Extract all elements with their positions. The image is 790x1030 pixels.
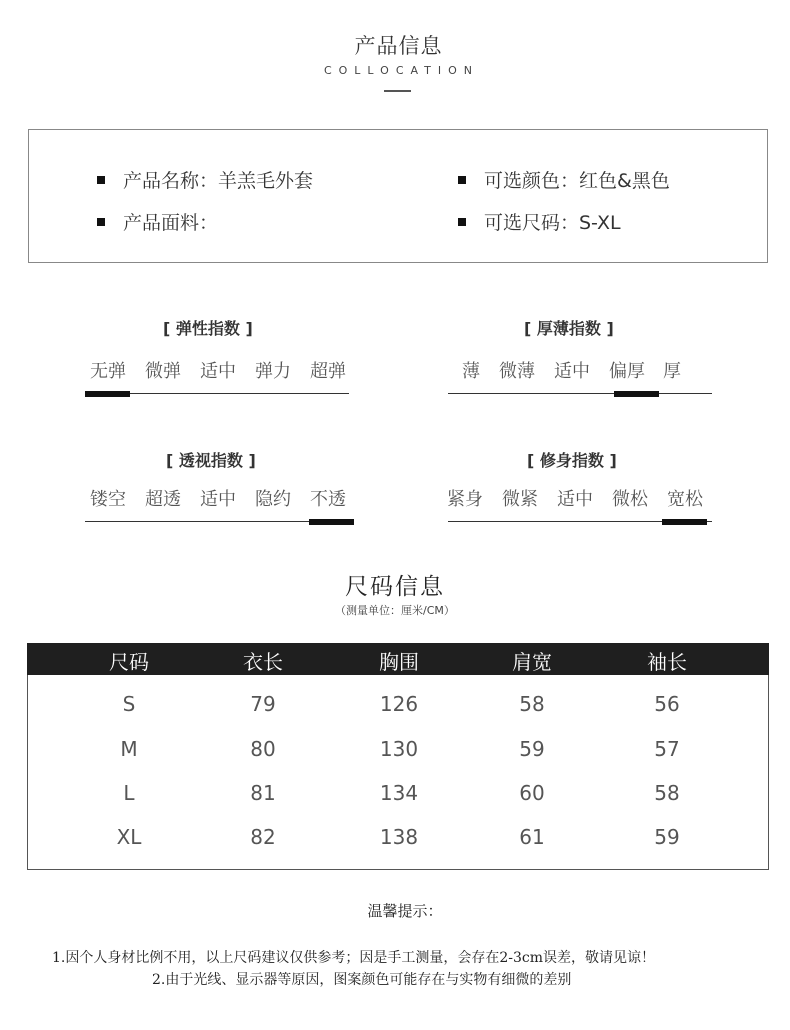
- table-header-cell: 尺码: [109, 650, 149, 674]
- fit-option: 微松: [612, 489, 648, 510]
- bullet-icon: [97, 218, 105, 226]
- title-divider: [384, 90, 411, 92]
- transparency-option: 适中: [200, 489, 236, 510]
- bullet-icon: [97, 176, 105, 184]
- product-info-box: [28, 129, 768, 263]
- table-cell: 80: [250, 737, 276, 761]
- table-cell: 58: [654, 781, 680, 805]
- thickness-option: 厚: [663, 361, 681, 382]
- table-header-cell: 衣长: [243, 650, 283, 674]
- fit-option: 微紧: [502, 489, 538, 510]
- thickness-option: 适中: [554, 361, 590, 382]
- transparency-option: 超透: [145, 489, 181, 510]
- transparency-option: 镂空: [90, 489, 126, 510]
- thickness-selected-marker: [614, 391, 659, 397]
- bullet-icon: [458, 176, 466, 184]
- table-cell: 58: [519, 692, 545, 716]
- table-cell: 126: [379, 692, 419, 716]
- table-cell: 82: [250, 825, 276, 849]
- thickness-option: 微薄: [499, 361, 535, 382]
- elasticity-option: 超弹: [310, 361, 346, 382]
- table-cell: L: [123, 781, 135, 805]
- table-cell: 79: [250, 692, 276, 716]
- transparency-selected-marker: [309, 519, 354, 525]
- product-name-item: [97, 166, 313, 193]
- fit-title: [ 修身指数 ]: [527, 451, 617, 470]
- table-cell: 60: [519, 781, 545, 805]
- table-cell: 138: [379, 825, 419, 849]
- table-header-cell: 袖长: [647, 650, 687, 674]
- fit-option: 宽松: [667, 489, 703, 510]
- product-name-label: 产品名称：羊羔毛外套: [123, 170, 314, 192]
- thickness-scale-line: [448, 393, 712, 394]
- table-cell: 81: [250, 781, 276, 805]
- transparency-option: 不透: [310, 489, 346, 510]
- thickness-option: 偏厚: [609, 361, 645, 382]
- note-item: 2.由于光线、显示器等原因，图案颜色可能存在与实物有细微的差别: [152, 972, 572, 988]
- size-info-unit: （测量单位：厘米/CM）: [335, 604, 455, 617]
- notes-title: 温馨提示：: [367, 902, 443, 920]
- elasticity-option: 微弹: [145, 361, 181, 382]
- table-cell: XL: [116, 825, 142, 849]
- table-cell: 59: [519, 737, 545, 761]
- thickness-title: [ 厚薄指数 ]: [524, 319, 614, 338]
- product-fabric-label: 产品面料：: [123, 212, 219, 234]
- transparency-title: [ 透视指数 ]: [166, 451, 256, 470]
- transparency-option: 隐约: [255, 489, 291, 510]
- table-cell: 56: [654, 692, 680, 716]
- page-subtitle: COLLOCATION: [323, 64, 480, 77]
- fit-option: 适中: [557, 489, 593, 510]
- table-cell: 134: [379, 781, 419, 805]
- elasticity-option: 弹力: [255, 361, 291, 382]
- table-cell: 57: [654, 737, 680, 761]
- table-header-cell: 胸围: [379, 650, 419, 674]
- elasticity-selected-marker: [85, 391, 130, 397]
- size-info-title: 尺码信息: [345, 574, 445, 600]
- table-cell: 59: [654, 825, 680, 849]
- elasticity-title: [ 弹性指数 ]: [163, 319, 253, 338]
- product-fabric-item: [97, 208, 218, 235]
- product-size-item: [458, 208, 621, 235]
- fit-selected-marker: [662, 519, 707, 525]
- table-cell: 130: [379, 737, 419, 761]
- bullet-icon: [458, 218, 466, 226]
- table-cell: 61: [519, 825, 545, 849]
- table-header-cell: 肩宽: [512, 650, 552, 674]
- product-size-label: 可选尺码：S-XL: [484, 212, 621, 234]
- note-item: 1.因个人身材比例不用，以上尺码建议仅供参考；因是手工测量，会存在2-3cm误差，敬请见谅！: [52, 950, 656, 966]
- elasticity-option: 适中: [200, 361, 236, 382]
- elasticity-option: 无弹: [90, 361, 126, 382]
- table-cell: S: [122, 692, 136, 716]
- product-color-item: [458, 166, 670, 193]
- table-cell: M: [120, 737, 138, 761]
- page-title: 产品信息: [354, 34, 443, 58]
- product-color-label: 可选颜色：红色&黑色: [484, 170, 670, 192]
- fit-option: 紧身: [447, 489, 483, 510]
- thickness-option: 薄: [462, 361, 480, 382]
